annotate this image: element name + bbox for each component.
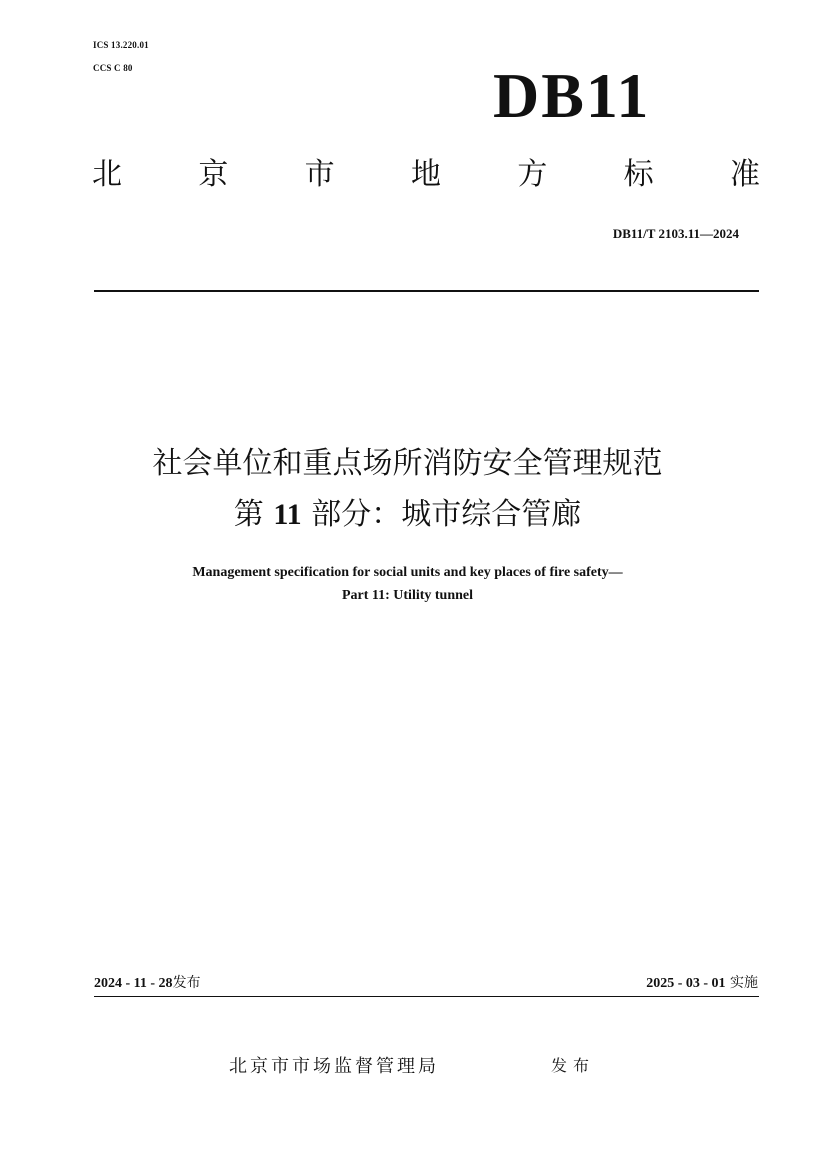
standard-logo: DB11 xyxy=(493,60,651,131)
title-cn-line2 xyxy=(0,497,815,532)
standard-type-char: 京 xyxy=(198,157,229,192)
title-cn-part-suffix: 部分：城市综合管廊 xyxy=(311,497,582,532)
top-divider xyxy=(94,290,759,292)
issue-date xyxy=(94,976,201,991)
issue-date-label: 发布 xyxy=(172,975,201,991)
title-cn-line1: 社会单位和重点场所消防安全管理规范 xyxy=(152,446,663,481)
issuing-action: 发布 xyxy=(551,1056,596,1075)
standard-type-char: 准 xyxy=(729,157,760,192)
standard-number: DB11/T 2103.11—2024 xyxy=(612,226,739,241)
implement-date xyxy=(646,976,758,991)
ccs-code: CCS C 80 xyxy=(93,63,133,73)
standard-type-title xyxy=(92,157,760,192)
title-en-line1: Management specification for social units and key places of fire safety— xyxy=(192,565,623,580)
standard-type-char: 标 xyxy=(623,157,654,192)
standard-type-char: 地 xyxy=(410,157,441,192)
title-en-line2: Part 11: Utility tunnel xyxy=(341,588,474,603)
title-cn-part-prefix: 第 xyxy=(233,497,264,532)
standard-type-char: 方 xyxy=(517,157,548,192)
bottom-divider xyxy=(94,996,759,997)
standard-type-char: 市 xyxy=(304,157,335,192)
issue-date-value: 2024 - 11 - 28 xyxy=(94,976,173,991)
title-cn-part-number: 11 xyxy=(273,498,302,531)
ics-code: ICS 13.220.01 xyxy=(93,40,149,50)
implement-date-value: 2025 - 03 - 01 xyxy=(646,976,726,991)
standard-type-char: 北 xyxy=(92,157,122,192)
implement-date-label: 实施 xyxy=(730,975,758,991)
issuing-authority: 北京市市场监督管理局 xyxy=(229,1056,439,1077)
